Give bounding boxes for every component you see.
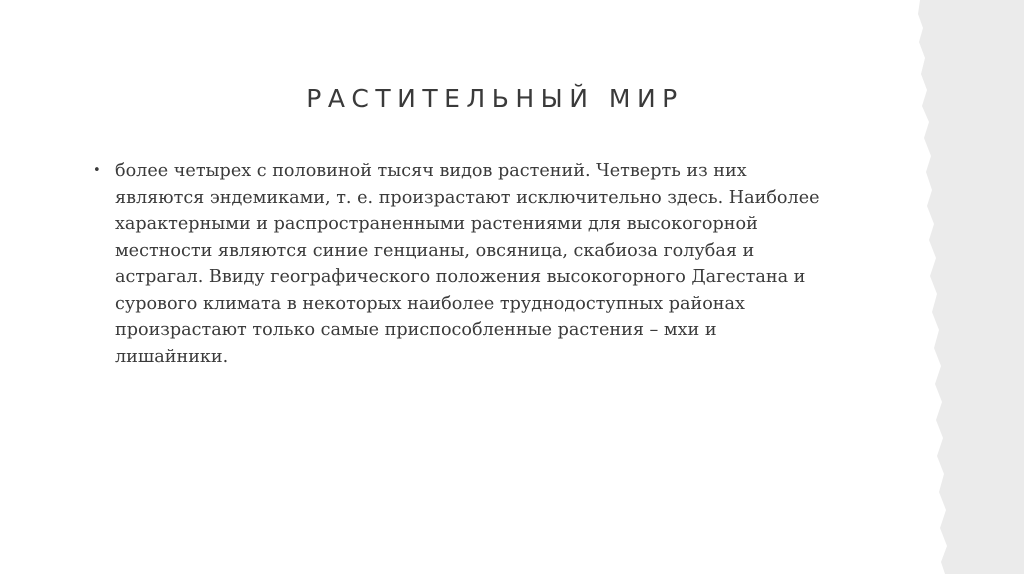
list-item [93,158,873,370]
text-line: лишайники. [115,346,229,367]
slide-title: РАСТИТЕЛЬНЫЙ МИР [306,84,684,113]
bullet-list [93,158,873,370]
text-line: произрастают только самые приспособленные растения – мхи и [115,320,717,340]
text-line: являются эндемиками, т. е. произрастают исключительно здесь. Наиболее [115,187,820,208]
bullet-icon: • [93,163,101,178]
text-line: местности являются синие генцианы, овсяница, скабиоза голубая и [115,240,755,261]
text-line: сурового климата в некоторых наиболее труднодоступных районах [115,293,745,314]
text-line: более четырех с половиной тысяч видов растений. Четверть из них [115,161,747,181]
text-line: астрагал. Ввиду географического положения высокогорного Дагестана и [115,267,806,287]
text-line: характерными и распространенными растениями для высокогорной [115,214,758,234]
